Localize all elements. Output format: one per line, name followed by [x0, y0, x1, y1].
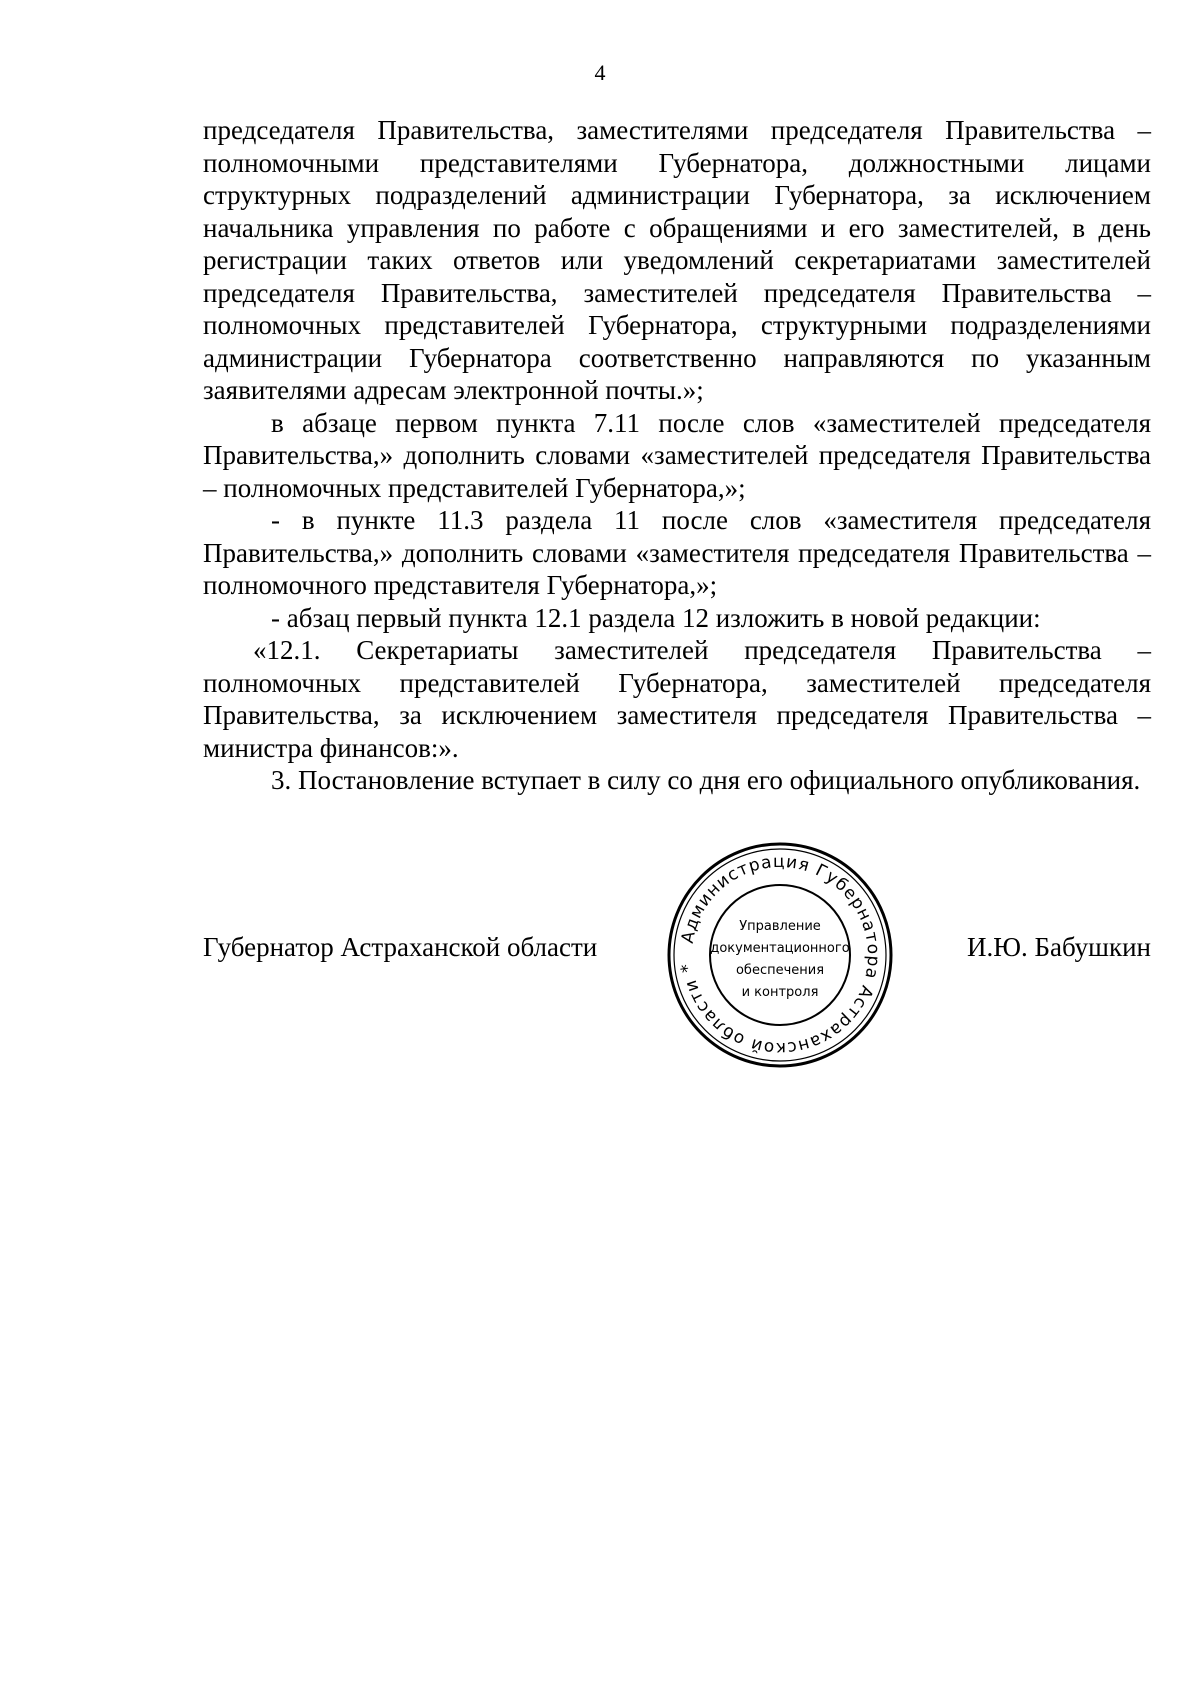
paragraph-3: - в пункте 11.3 раздела 11 после слов «заместителя председателя Правительства,» дополнить словами «заместителя председателя Правительства – полномочного представителя Губернатора,»;: [203, 505, 1151, 600]
seal-center-line-2: документационного: [710, 941, 850, 956]
seal-center-line-3: обеспечения: [735, 963, 825, 978]
signature-name: И.Ю. Бабушкин: [966, 932, 1151, 962]
paragraph-2: в абзаце первом пункта 7.11 после слов «заместителей председателя Правительства,» дополнить словами «заместителей председателя Правительства – полномочных представителей Губернатора,»;: [203, 407, 1151, 503]
paragraph-6: 3. Постановление вступает в силу со дня его официального опубликования.: [271, 765, 1141, 795]
seal-graphic: [665, 840, 895, 1070]
document-body: [203, 114, 1151, 797]
official-seal: [665, 840, 895, 1070]
paragraph-5: «12.1. Секретариаты заместителей председателя Правительства – полномочных представителей Губернатора, заместителей председателя Правительства, за исключением заместителя председателя Правительства – министра финансов:».: [203, 635, 1151, 763]
page-number: 4: [594, 60, 606, 85]
seal-ring-text: Администрация Губернатора Астраханской области *: [677, 851, 884, 1059]
paragraph-1: председателя Правительства, заместителями председателя Правительства – полномочными представителями Губернатора, должностными лицами структурных подразделений администрации Губернатора, за исключением начальника управления по работе с обращениями и его заместителей, в день регистрации таких ответов или уведомлений секретариатами заместителей председателя Правительства, заместителей председателя Правительства – полномочных представителей Губернатора, структурными подразделениями администрации Губернатора соответственно направляются по указанным заявителями адресам электронной почты.»;: [203, 115, 1151, 405]
seal-center-line-1: Управление: [739, 919, 821, 934]
paragraph-4: - абзац первый пункта 12.1 раздела 12 изложить в новой редакции:: [271, 602, 1041, 633]
signature-position: Губернатор Астраханской области: [203, 932, 598, 962]
seal-center-line-4: и контроля: [741, 985, 819, 1000]
